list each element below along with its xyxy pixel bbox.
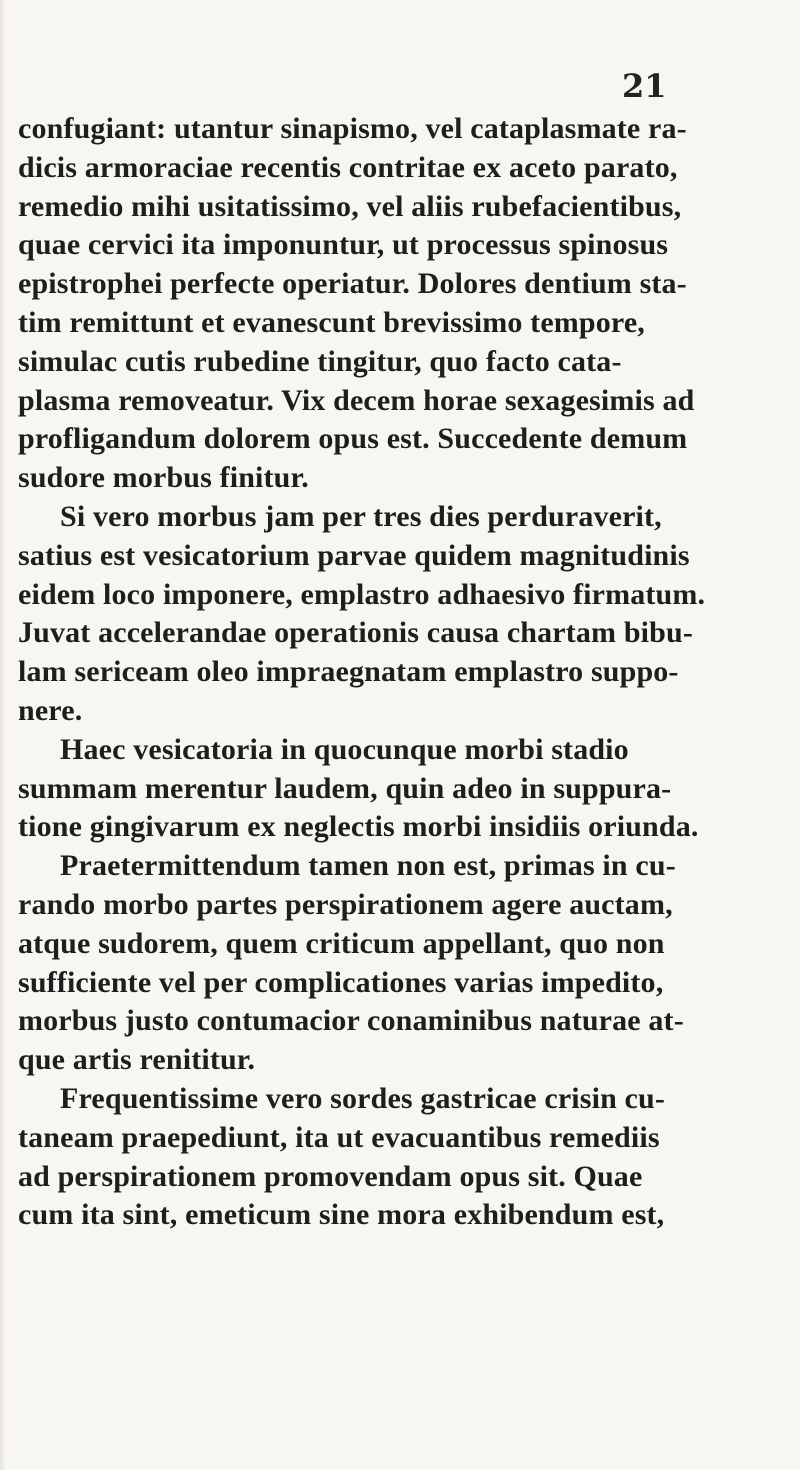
text-line: remedio mihi usitatissimo, vel aliis rubefacientibus, [18,189,682,223]
text-line: epistrophei perfecte operiatur. Dolores dentium sta- [18,267,687,301]
text-line: profligandum dolorem opus est. Succedente demum [18,422,688,456]
text-line: dicis armoraciae recentis contritae ex aceto parato, [18,150,678,184]
text-line: satius est vesicatorium parvae quidem magnitudinis [18,538,690,572]
text-line: cum ita sint, emeticum sine mora exhibendum est, [18,1198,665,1232]
text-line: Juvat accelerandae operationis causa chartam bibu- [18,616,693,650]
text-line: morbus justo contumacior conaminibus naturae at- [18,1004,684,1038]
text-line: ad perspirationem promovendam opus sit. Quae [18,1159,643,1193]
text-line: atque sudorem, quem criticum appellant, quo non [18,926,665,960]
text-line: sudore morbus finitur. [18,461,309,495]
text-line: simulac cutis rubedine tingitur, quo facto cata- [18,344,622,378]
text-line: nere. [18,693,83,727]
text-line: rando morbo partes perspirationem agere auctam, [18,887,673,921]
text-line: taneam praepediunt, ita ut evacuantibus remediis [18,1120,660,1154]
text-line: lam sericeam oleo impraegnatam emplastro suppo- [18,655,679,689]
paragraph-start-line: Frequentissime vero sordes gastricae crisin cu- [60,1081,665,1115]
text-line: eidem loco imponere, emplastro adhaesivo firmatum. [18,577,706,611]
paragraph-start-line: Praetermittendum tamen non est, primas in cu- [60,849,676,883]
paragraph-start-line: Haec vesicatoria in quocunque morbi stadio [60,732,629,766]
body-text [18,110,793,1235]
page-number: 21 [622,67,667,105]
text-line: tione gingivarum ex neglectis morbi insidiis oriunda. [18,810,699,844]
text-line: quae cervici ita imponuntur, ut processus spinosus [18,228,669,262]
text-line: que artis renititur. [18,1043,256,1077]
text-line: sufficiente vel per complicationes varias impedito, [18,965,664,999]
text-line: plasma removeatur. Vix decem horae sexagesimis ad [18,383,695,417]
text-line: tim remittunt et evanescunt brevissimo tempore, [18,305,645,339]
page-edge-shadow [0,0,6,1470]
text-line: confugiant: utantur sinapismo, vel cataplasmate ra- [18,112,687,145]
text-line: summam merentur laudem, quin adeo in suppura- [18,771,672,805]
paragraph-start-line: Si vero morbus jam per tres dies perduraverit, [60,499,662,533]
